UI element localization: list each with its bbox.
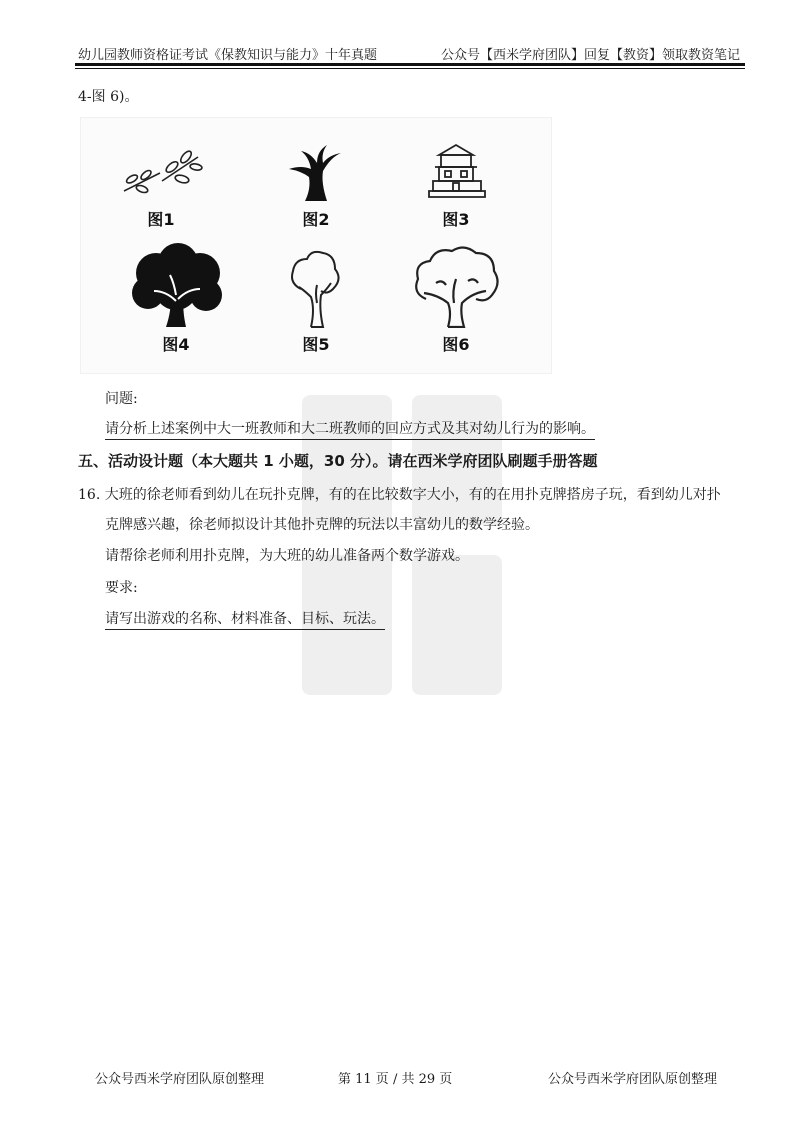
figure-4 [116, 243, 236, 355]
requirements-text: 请写出游戏的名称、材料准备、目标、玩法。 [105, 608, 385, 630]
header-promo: 公众号【西米学府团队】回复【教资】领取教资笔记 [440, 48, 740, 63]
question-16-task: 请帮徐老师利用扑克牌，为大班的幼儿准备两个数学游戏。 [105, 548, 469, 564]
figure-5-caption: 图5 [302, 335, 330, 354]
question-16-line-2: 克牌感兴趣，徐老师拟设计其他扑克牌的玩法以丰富幼儿的数学经验。 [105, 517, 539, 533]
figure-2-caption: 图2 [302, 210, 330, 229]
figure-panel [80, 117, 552, 374]
footer-right: 公众号西米学府团队原创整理 [548, 1072, 718, 1087]
question-label: 问题: [105, 391, 138, 407]
figure-2 [256, 143, 376, 230]
question-16-line-1: 16. 大班的徐老师看到幼儿在玩扑克牌，有的在比较数字大小，有的在用扑克牌搭房子玩，看到幼儿对扑 [78, 487, 721, 503]
tree-trunk-icon [271, 143, 361, 203]
header-rule-thin [75, 68, 745, 69]
leaf-sprig-icon [116, 143, 206, 203]
outline-large-tree-icon [406, 243, 506, 328]
figure-4-caption: 图4 [162, 335, 190, 354]
house-icon [411, 143, 501, 203]
figure-3 [396, 143, 516, 230]
requirements-label: 要求: [105, 580, 138, 596]
figure-6 [396, 243, 516, 355]
figure-6-caption: 图6 [442, 335, 470, 354]
question-text: 请分析上述案例中大一班教师和大二班教师的回应方式及其对幼儿行为的影响。 [105, 418, 595, 440]
page-number: 第 11 页 / 共 29 页 [338, 1072, 453, 1087]
figure-5 [256, 243, 376, 355]
figure-1-caption: 图1 [147, 210, 175, 229]
figure-1 [101, 143, 221, 230]
black-tree-icon [126, 243, 226, 328]
section-5-title: 五、活动设计题（本大题共 1 小题，30 分）。请在西米学府团队刷题手册答题 [78, 452, 598, 470]
header-rule-thick [75, 63, 745, 66]
figure-3-caption: 图3 [442, 210, 470, 229]
intro-text: 4-图 6)。 [78, 89, 139, 105]
footer-left: 公众号西米学府团队原创整理 [95, 1072, 265, 1087]
outline-small-tree-icon [271, 243, 361, 328]
header-title: 幼儿园教师资格证考试《保教知识与能力》十年真题 [78, 48, 378, 63]
